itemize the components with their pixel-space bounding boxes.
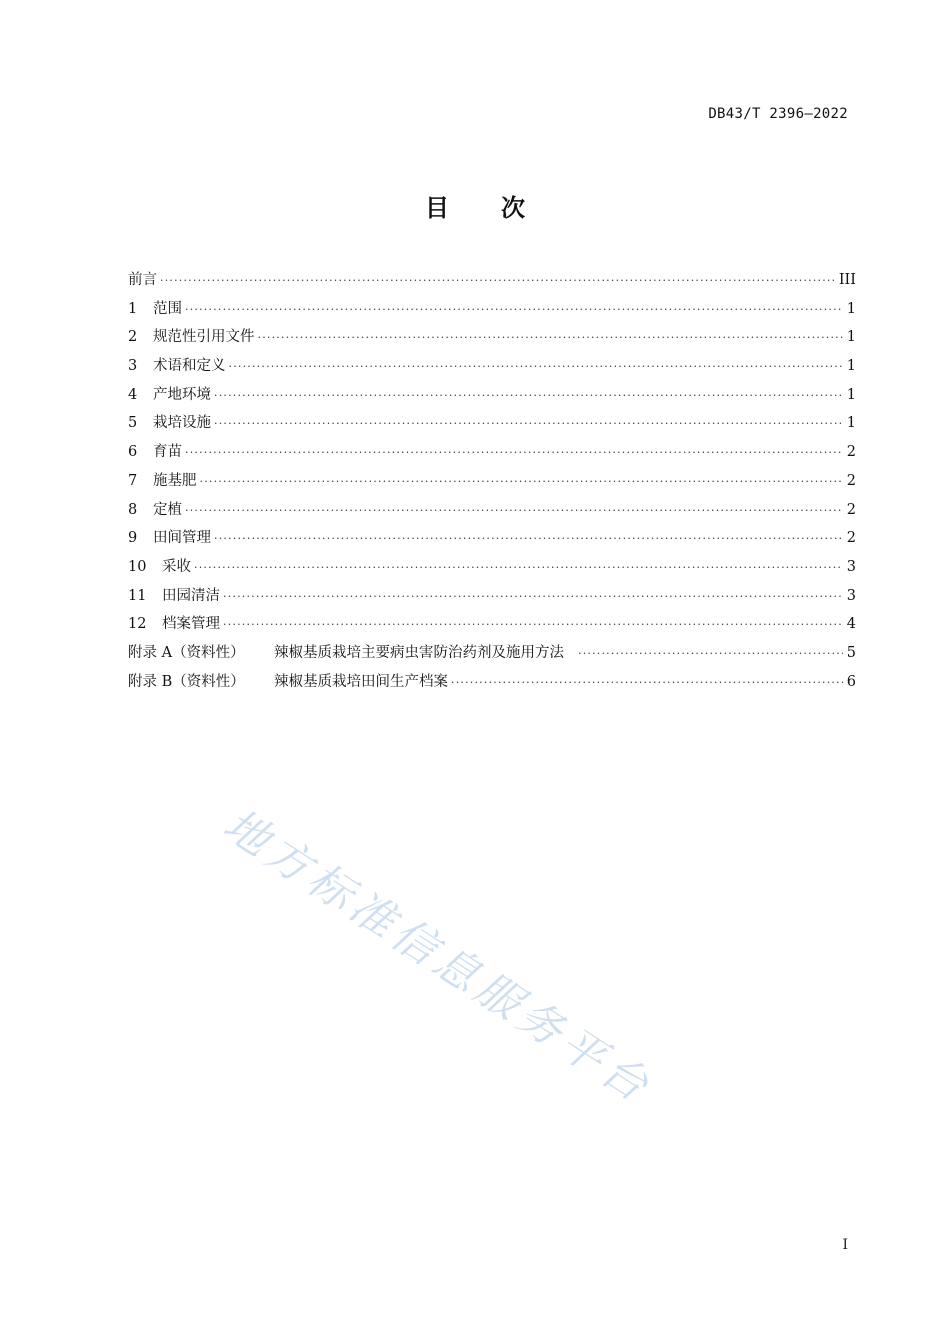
- toc-entry-1[interactable]: [128, 295, 856, 324]
- toc-leader-dots: [223, 611, 843, 640]
- toc-entry-page: 1: [846, 329, 856, 346]
- toc-entry-6[interactable]: [128, 438, 856, 467]
- toc-entry-number: 12: [128, 616, 147, 633]
- toc-entry-page: 4: [846, 616, 856, 633]
- toc-entry-number: 6: [128, 444, 138, 461]
- toc-entry-12[interactable]: [128, 610, 856, 639]
- toc-entry-number: 4: [128, 386, 138, 403]
- toc-entry-number: 7: [128, 472, 138, 489]
- toc-entry-label: 田园清洁: [162, 587, 220, 604]
- toc-leader-dots: [214, 525, 843, 554]
- toc-leader-dots: [258, 324, 844, 353]
- toc-title: 目次: [425, 194, 577, 222]
- toc-entry-label: 产地环境: [153, 386, 211, 403]
- toc-entry-number: 附录 A（资料性）: [128, 644, 245, 661]
- toc-entry-number: 10: [128, 558, 147, 575]
- toc-entry-label: 定植: [153, 501, 182, 518]
- toc-entry-9[interactable]: [128, 524, 856, 553]
- toc-entry-label: 前言: [128, 272, 157, 288]
- toc-leader-dots: [214, 410, 843, 439]
- toc-entry-label: 辣椒基质栽培主要病虫害防治药剂及施用方法: [274, 644, 564, 661]
- toc-entry-page: 3: [846, 587, 856, 604]
- toc-leader-dots: [185, 296, 843, 325]
- toc-entry-number: 附录 B（资料性）: [128, 673, 245, 690]
- toc-entry-3[interactable]: [128, 352, 856, 381]
- toc-entry-page: 2: [846, 530, 856, 547]
- document-code: DB43/T 2396—2022: [708, 106, 848, 122]
- toc-leader-dots: [185, 497, 843, 526]
- toc-entry-label: 施基肥: [153, 472, 197, 489]
- toc-entry-page: 1: [846, 358, 856, 375]
- toc-entry-number: 1: [128, 300, 138, 317]
- toc-leader-dots: [214, 382, 843, 411]
- toc-entry-number: 11: [128, 587, 147, 604]
- watermark: 地方标准信息服务平台: [214, 799, 662, 1115]
- toc-entry-page: 1: [846, 300, 856, 317]
- toc-entry-page: 1: [846, 415, 856, 432]
- toc-leader-dots: [185, 439, 843, 468]
- toc-entry-label: 栽培设施: [153, 415, 211, 432]
- toc-entry-label: 田间管理: [153, 530, 211, 547]
- toc-entry-page: 2: [846, 472, 856, 489]
- toc-entry-label: 采收: [162, 558, 191, 575]
- toc-leader-dots: [229, 353, 844, 382]
- toc-entry-label: 档案管理: [162, 616, 220, 633]
- toc-entry-page: 1: [846, 386, 856, 403]
- table-of-contents: [128, 266, 856, 696]
- toc-entry-2[interactable]: [128, 323, 856, 352]
- toc-leader-dots: [451, 669, 843, 698]
- toc-entry-page: 5: [846, 644, 856, 661]
- toc-entry-label: 范围: [153, 300, 182, 317]
- toc-leader-dots: [200, 468, 844, 497]
- toc-entry-number: 3: [128, 358, 138, 375]
- toc-leader-dots: [223, 583, 843, 612]
- toc-entry-4[interactable]: [128, 381, 856, 410]
- toc-entry-page: 3: [846, 558, 856, 575]
- toc-entry-foreword[interactable]: [128, 266, 856, 295]
- toc-entry-appendix-b[interactable]: [128, 668, 856, 697]
- toc-entry-8[interactable]: [128, 496, 856, 525]
- toc-entry-number: 5: [128, 415, 138, 432]
- toc-entry-number: 2: [128, 329, 138, 346]
- toc-entry-appendix-a[interactable]: [128, 639, 856, 668]
- toc-leader-dots: [194, 554, 843, 583]
- page-number: I: [842, 1237, 848, 1253]
- toc-entry-page: 6: [846, 673, 856, 690]
- toc-entry-label: 规范性引用文件: [153, 329, 255, 346]
- toc-entry-5[interactable]: [128, 409, 856, 438]
- toc-entry-7[interactable]: [128, 467, 856, 496]
- toc-entry-number: 9: [128, 530, 138, 547]
- toc-entry-11[interactable]: [128, 582, 856, 611]
- toc-entry-page: 2: [846, 444, 856, 461]
- toc-entry-page: III: [838, 272, 856, 288]
- toc-entry-label: 术语和定义: [153, 358, 226, 375]
- toc-entry-number: 8: [128, 501, 138, 518]
- toc-entry-page: 2: [846, 501, 856, 518]
- toc-leader-dots: [578, 640, 843, 669]
- toc-entry-label: 辣椒基质栽培田间生产档案: [274, 673, 448, 690]
- toc-entry-10[interactable]: [128, 553, 856, 582]
- toc-entry-label: 育苗: [153, 444, 182, 461]
- toc-leader-dots: [160, 267, 836, 296]
